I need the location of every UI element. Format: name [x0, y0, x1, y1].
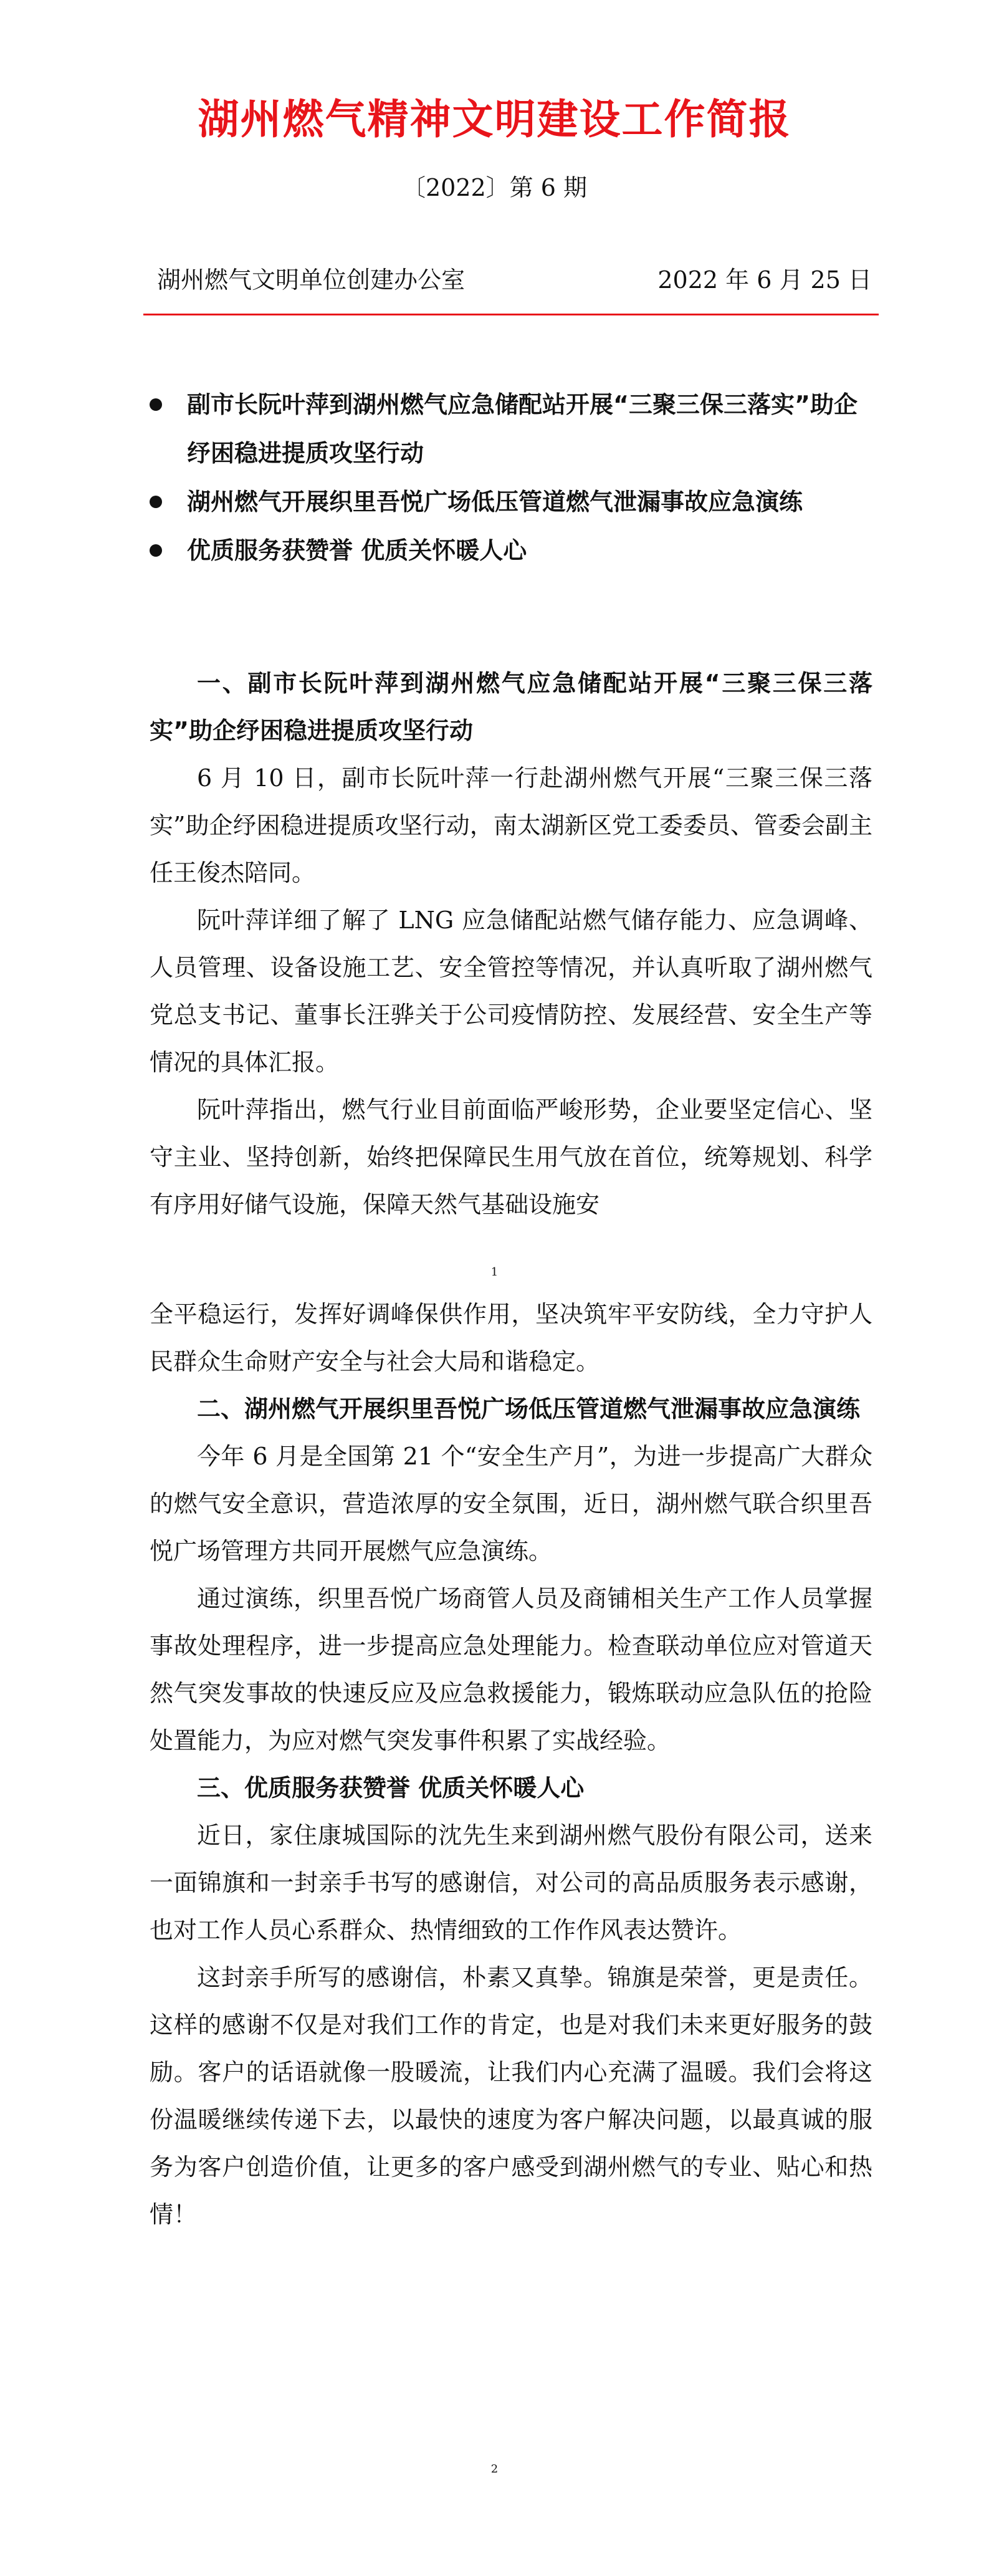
toc-item-label: 湖州燃气开展织里吾悦广场低压管道燃气泄漏事故应急演练 [187, 488, 803, 516]
page-number: 2 [490, 2463, 499, 2476]
issue-date: 2022 年 6 月 25 日 [657, 266, 872, 294]
paragraph: 6 月 10 日，副市长阮叶萍一行赴湖州燃气开展“三聚三保三落实”助企纾困稳进提质攻坚行动，南太湖新区党工委委员、管委会副主任王俊杰陪同。 [150, 764, 872, 887]
toc-item-label: 副市长阮叶萍到湖州燃气应急储配站开展“三聚三保三落实”助企纾困稳进提质攻坚行动 [187, 391, 858, 467]
bulletin-title: 湖州燃气精神文明建设工作简报 [198, 95, 791, 143]
section-heading: 一、副市长阮叶萍到湖州燃气应急储配站开展“三聚三保三落实”助企纾困稳进提质攻坚行动 [150, 670, 872, 744]
paragraph: 阮叶萍指出，燃气行业目前面临严峻形势，企业要坚定信心、坚守主业、坚持创新，始终把保障民生用气放在首位，统筹规划、科学有序用好储气设施，保障天然气基础设施安 [150, 1096, 872, 1218]
paragraph: 全平稳运行，发挥好调峰保供作用，坚决筑牢平安防线，全力守护人民群众生命财产安全与社会大局和谐稳定。 [150, 1300, 872, 1375]
bullet-icon [150, 496, 162, 508]
paragraph: 阮叶萍详细了解了 LNG 应急储配站燃气储存能力、应急调峰、人员管理、设备设施工艺、安全管控等情况，并认真听取了湖州燃气党总支书记、董事长汪骅关于公司疫情防控、发展经营、安全生产等情况的具体汇报。 [150, 906, 872, 1076]
bullet-icon [150, 398, 162, 411]
toc-item-label: 优质服务获赞誉 优质关怀暖人心 [187, 537, 527, 564]
paragraph: 今年 6 月是全国第 21 个“安全生产月”，为进一步提高广大群众的燃气安全意识，营造浓厚的安全氛围，近日，湖州燃气联合织里吾悦广场管理方共同开展燃气应急演练。 [150, 1443, 872, 1565]
page-number: 1 [490, 1266, 499, 1279]
page1-body [150, 660, 872, 1228]
toc-item [150, 478, 872, 526]
section-heading: 三、优质服务获赞誉 优质关怀暖人心 [197, 1774, 585, 1802]
bullet-icon [150, 544, 162, 557]
issue-number: 〔2022〕第 6 期 [401, 174, 588, 201]
header-divider [143, 314, 879, 315]
page2-body [150, 1290, 872, 2238]
toc-item [150, 380, 872, 478]
toc-item [150, 526, 872, 575]
section-heading: 二、湖州燃气开展织里吾悦广场低压管道燃气泄漏事故应急演练 [197, 1395, 861, 1423]
paragraph: 这封亲手所写的感谢信，朴素又真挚。锦旗是荣誉，更是责任。这样的感谢不仅是对我们工作的肯定，也是对我们未来更好服务的鼓励。客户的话语就像一股暖流，让我们内心充满了温暖。我们会将这份温暖继续传递下去，以最快的速度为客户解决问题，以最真诚的服务为客户创造价值，让更多的客户感受到湖州燃气的专业、贴心和热情！ [150, 1964, 872, 2228]
paragraph: 近日，家住康城国际的沈先生来到湖州燃气股份有限公司，送来一面锦旗和一封亲手书写的感谢信，对公司的高品质服务表示感谢，也对工作人员心系群众、热情细致的工作作风表达赞许。 [150, 1822, 872, 1944]
issuing-office: 湖州燃气文明单位创建办公室 [157, 266, 466, 294]
table-of-contents [150, 380, 872, 575]
paragraph: 通过演练，织里吾悦广场商管人员及商铺相关生产工作人员掌握事故处理程序，进一步提高应急处理能力。检查联动单位应对管道天然气突发事故的快速反应及应急救援能力，锻炼联动应急队伍的抢险处置能力，为应对燃气突发事件积累了实战经验。 [150, 1585, 872, 1754]
